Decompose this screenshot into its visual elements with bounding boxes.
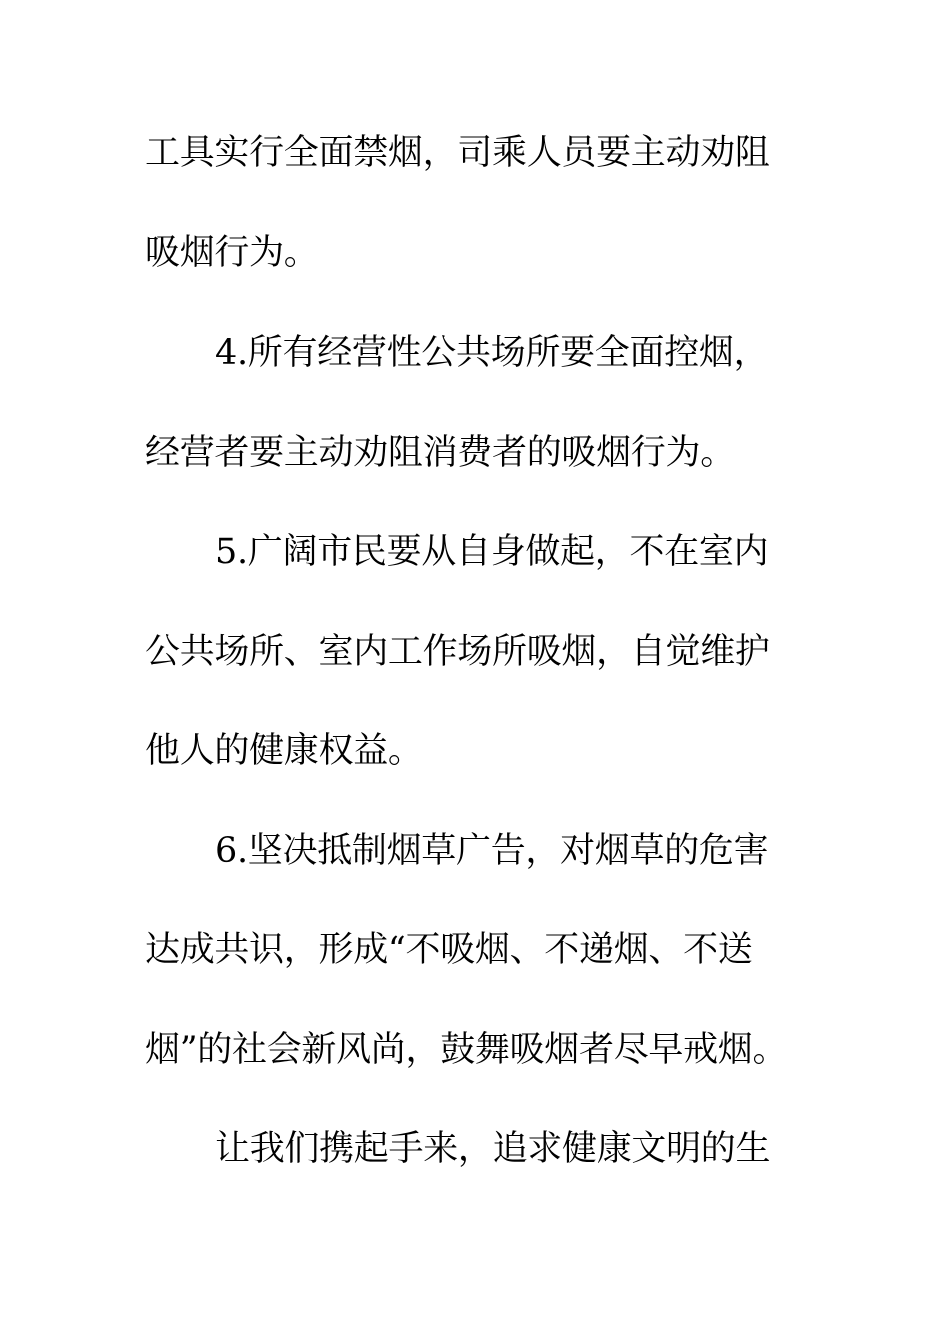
- paragraph-item-6: 6.坚决抵制烟草广告，对烟草的危害: [215, 831, 769, 871]
- text-line: 经营者要主动劝阻消费者的吸烟行为。: [145, 433, 735, 473]
- text-line: 烟”的社会新风尚，鼓舞吸烟者尽早戒烟。: [145, 1030, 788, 1070]
- text-line: 达成共识，形成“不吸烟、不递烟、不送: [145, 930, 753, 970]
- closing-paragraph: 让我们携起手来，追求健康文明的生: [215, 1129, 771, 1169]
- text-line: 公共场所、室内工作场所吸烟，自觉维护: [145, 632, 770, 672]
- paragraph-item-4: 4.所有经营性公共场所要全面控烟，: [215, 333, 769, 373]
- paragraph-item-5: 5.广阔市民要从自身做起，不在室内: [215, 532, 769, 572]
- text-line: 工具实行全面禁烟，司乘人员要主动劝阻: [145, 133, 770, 173]
- text-line: 他人的健康权益。: [145, 731, 423, 771]
- text-line: 吸烟行为。: [145, 233, 319, 273]
